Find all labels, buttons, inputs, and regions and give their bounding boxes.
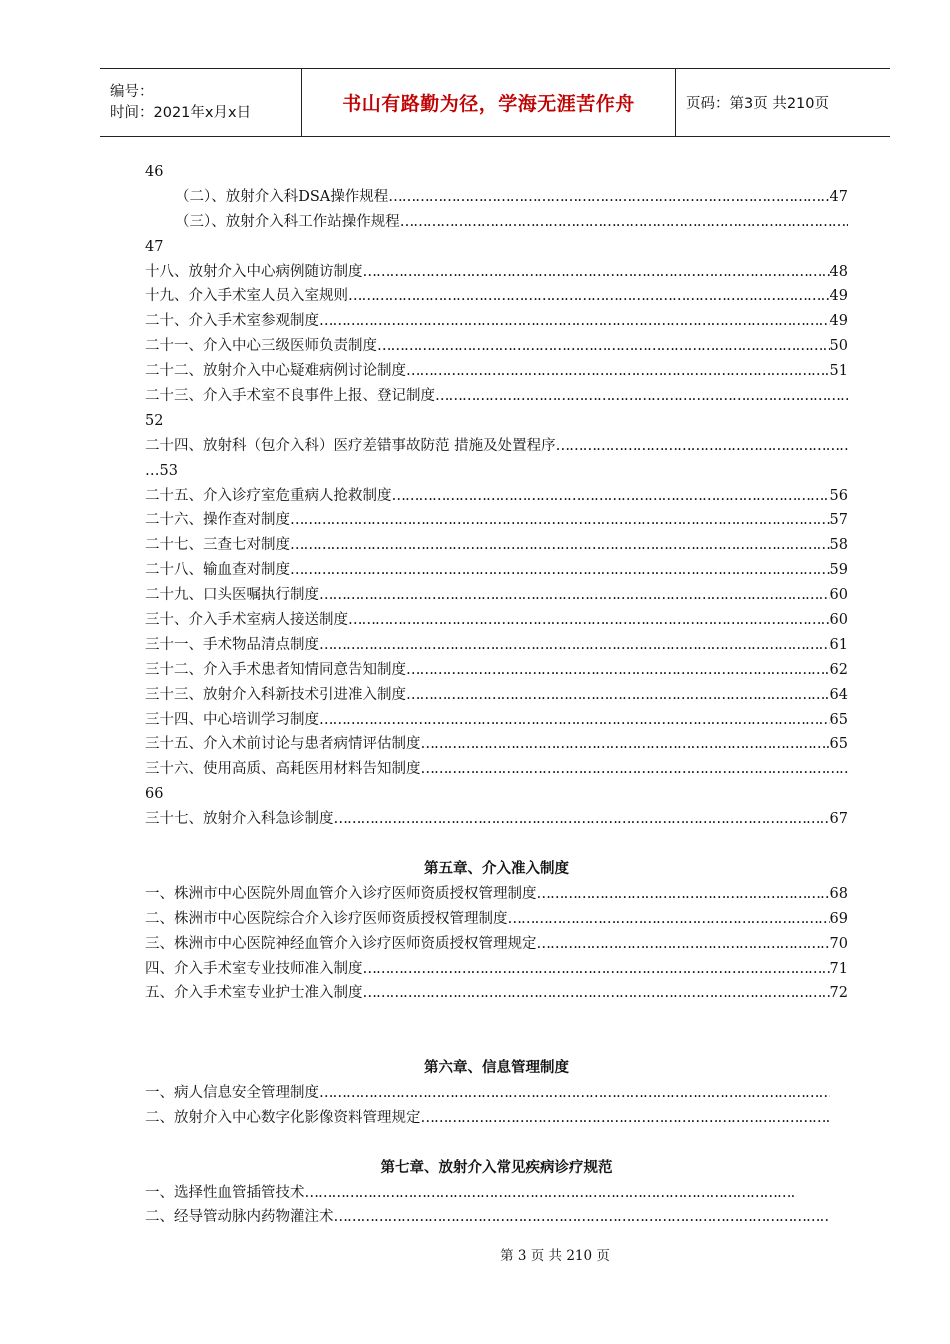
toc-leader-dots — [406, 658, 830, 683]
toc-page-number: 51 — [829, 363, 848, 380]
toc-page-number: 49 — [829, 288, 848, 305]
toc-leader-dots — [334, 1205, 831, 1230]
toc-leader-dots — [348, 608, 830, 633]
toc-entry[interactable] — [145, 484, 848, 509]
toc-entry[interactable] — [145, 359, 848, 384]
toc-leader-dots — [556, 434, 848, 459]
toc-entry-title: 三十五、介入术前讨论与患者病情评估制度 — [145, 736, 421, 753]
toc-entry-title: 四、介入手术室专业技师准入制度 — [145, 960, 363, 977]
toc-entry[interactable] — [145, 210, 848, 235]
header-page-label: 页码：第3页 共210页 — [686, 96, 830, 112]
toc-leader-dots — [388, 185, 829, 210]
toc-entry[interactable] — [145, 284, 848, 309]
header-motto: 书山有路勤为径，学海无涯苦作舟 — [302, 69, 676, 136]
toc-leader-dots — [537, 932, 830, 957]
toc-entry-title: （三）、放射介入科工作站操作规程 — [175, 213, 400, 230]
footer-page-number: 第 3 页 共 210 页 — [500, 1248, 610, 1264]
toc-entry[interactable] — [145, 1081, 848, 1106]
toc-entry-title: 二十八、输血查对制度 — [145, 562, 290, 579]
toc-entry[interactable] — [145, 334, 848, 359]
toc-entry-title: 五、介入手术室专业护士准入制度 — [145, 985, 363, 1002]
toc-entry[interactable] — [145, 1106, 848, 1131]
toc-entry[interactable] — [145, 757, 848, 782]
toc-leader-dots — [421, 757, 849, 782]
toc-entry[interactable] — [145, 608, 848, 633]
spacer — [145, 1131, 848, 1156]
toc-entry-title: 三、株洲市中心医院神经血管介入诊疗医师资质授权管理规定 — [145, 935, 537, 952]
toc-entry[interactable] — [145, 658, 848, 683]
toc-entry-title: （二）、放射介入科DSA操作规程 — [175, 188, 389, 205]
toc-leader-dots — [334, 807, 830, 832]
toc-entry-title: 二十五、介入诊疗室危重病人抢救制度 — [145, 487, 392, 504]
page-footer — [0, 1244, 950, 1264]
chapter-heading: 第五章、介入准入制度 — [424, 859, 569, 877]
toc-entry-title: 二十二、放射介入中心疑难病例讨论制度 — [145, 363, 406, 380]
toc-leader-dots — [406, 359, 830, 384]
toc-entry[interactable] — [145, 932, 848, 957]
toc-page-number: 58 — [829, 537, 848, 554]
toc-page-number: 71 — [829, 960, 848, 977]
toc-continuation: 52 — [145, 412, 164, 429]
toc-entry-title: 一、株洲市中心医院外周血管介入诊疗医师资质授权管理制度 — [145, 885, 537, 902]
toc-entry[interactable] — [145, 732, 848, 757]
toc-page-number: 48 — [829, 263, 848, 280]
code-label: 编号： — [110, 83, 154, 100]
toc-page-number: 65 — [829, 736, 848, 753]
toc-entry-title: 一、选择性血管插管技术 — [145, 1184, 305, 1201]
toc-entry-title: 二、株洲市中心医院综合介入诊疗医师资质授权管理制度 — [145, 910, 508, 927]
toc-leader-dots — [290, 558, 830, 583]
toc-entry[interactable] — [145, 508, 848, 533]
toc-entry-title: 二十九、口头医嘱执行制度 — [145, 587, 319, 604]
toc-leader-dots — [319, 708, 830, 733]
page-header — [100, 68, 890, 137]
toc-page-number: 64 — [829, 686, 848, 703]
toc-entry-title: 三十一、手术物品清点制度 — [145, 636, 319, 653]
toc-entry[interactable] — [145, 1205, 848, 1230]
toc-entry[interactable] — [145, 533, 848, 558]
toc-entry-title: 二十七、三查七对制度 — [145, 537, 290, 554]
toc-entry-title: 三十六、使用高质、高耗医用材料告知制度 — [145, 761, 421, 778]
toc-page-number: 60 — [829, 587, 848, 604]
toc-page-number: 61 — [829, 636, 848, 653]
toc-entry-title: 二十六、操作查对制度 — [145, 512, 290, 529]
toc-page-number: 72 — [829, 985, 848, 1002]
toc-leader-dots — [537, 882, 830, 907]
table-of-contents — [145, 160, 848, 1230]
toc-entry-title: 三十七、放射介入科急诊制度 — [145, 811, 334, 828]
toc-leader-dots — [319, 633, 830, 658]
toc-leader-dots — [305, 1181, 798, 1206]
toc-leader-dots — [290, 533, 830, 558]
toc-entry[interactable] — [145, 583, 848, 608]
toc-entry-title: 三十二、介入手术患者知情同意告知制度 — [145, 661, 406, 678]
toc-leader-dots — [435, 384, 848, 409]
toc-leader-dots — [400, 210, 848, 235]
toc-leader-dots — [363, 260, 830, 285]
toc-entry[interactable] — [145, 633, 848, 658]
toc-leader-dots — [508, 907, 830, 932]
toc-entry-title: 十九、介入手术室人员入室规则 — [145, 288, 348, 305]
toc-page-number: 70 — [829, 935, 848, 952]
toc-entry[interactable] — [145, 981, 848, 1006]
toc-entry-title: 二十、介入手术室参观制度 — [145, 313, 319, 330]
toc-entry[interactable] — [145, 907, 848, 932]
toc-entry-title: 二十一、介入中心三级医师负责制度 — [145, 338, 377, 355]
toc-entry[interactable] — [145, 708, 848, 733]
toc-entry[interactable] — [145, 683, 848, 708]
toc-page-number: 69 — [829, 910, 848, 927]
toc-leader-dots — [421, 1106, 831, 1131]
toc-entry[interactable] — [145, 185, 848, 210]
time-label: 时间：2021年x月x日 — [110, 104, 252, 121]
toc-entry-title: 一、病人信息安全管理制度 — [145, 1084, 319, 1101]
header-meta — [100, 69, 302, 136]
toc-page-number: 62 — [829, 661, 848, 678]
toc-entry[interactable] — [145, 1181, 815, 1206]
toc-leader-dots — [392, 484, 830, 509]
toc-entry-title: 二、经导管动脉内药物灌注术 — [145, 1209, 334, 1226]
toc-leader-dots — [290, 508, 830, 533]
toc-leader-dots — [319, 309, 830, 334]
toc-page-number: 57 — [829, 512, 848, 529]
spacer — [145, 1006, 848, 1056]
toc-leader-dots — [363, 981, 830, 1006]
toc-entry[interactable] — [145, 957, 848, 982]
spacer — [145, 832, 848, 857]
toc-entry[interactable] — [145, 309, 848, 334]
toc-leader-dots — [363, 957, 830, 982]
toc-entry-title: 三十四、中心培训学习制度 — [145, 711, 319, 728]
toc-page-number: 47 — [829, 188, 848, 205]
toc-leader-dots — [319, 1081, 830, 1106]
toc-entry[interactable] — [145, 260, 848, 285]
toc-page-number: 65 — [829, 711, 848, 728]
toc-page-number: 50 — [829, 338, 848, 355]
toc-page-number: 67 — [829, 811, 848, 828]
toc-continuation: 66 — [145, 786, 164, 803]
toc-entry[interactable] — [145, 558, 848, 583]
toc-continuation: 46 — [145, 164, 164, 180]
toc-page-number: 68 — [829, 885, 848, 902]
toc-entry-title: 二十三、介入手术室不良事件上报、登记制度 — [145, 388, 435, 405]
toc-entry[interactable] — [145, 434, 848, 459]
toc-page-number: 49 — [829, 313, 848, 330]
toc-entry-title: 三十、介入手术室病人接送制度 — [145, 612, 348, 629]
toc-entry-title: 二十四、放射科（包介入科）医疗差错事故防范 措施及处置程序 — [145, 437, 556, 454]
toc-leader-dots — [319, 583, 830, 608]
toc-entry-title: 十八、放射介入中心病例随访制度 — [145, 263, 363, 280]
toc-page-number: 56 — [829, 487, 848, 504]
chapter-heading: 第六章、信息管理制度 — [424, 1059, 569, 1077]
toc-continuation: …53 — [145, 462, 178, 479]
toc-page-number: 59 — [829, 562, 848, 579]
toc-entry-title: 二、放射介入中心数字化影像资料管理规定 — [145, 1109, 421, 1126]
toc-entry[interactable] — [145, 384, 848, 409]
toc-continuation: 47 — [145, 238, 164, 255]
toc-leader-dots — [377, 334, 830, 359]
toc-leader-dots — [406, 683, 830, 708]
chapter-heading: 第七章、放射介入常见疾病诊疗规范 — [380, 1158, 613, 1176]
toc-entry[interactable] — [145, 882, 848, 907]
toc-entry-title: 三十三、放射介入科新技术引进准入制度 — [145, 686, 406, 703]
toc-leader-dots — [421, 732, 830, 757]
toc-page-number: 60 — [829, 612, 848, 629]
toc-entry[interactable] — [145, 807, 848, 832]
toc-leader-dots — [348, 284, 830, 309]
